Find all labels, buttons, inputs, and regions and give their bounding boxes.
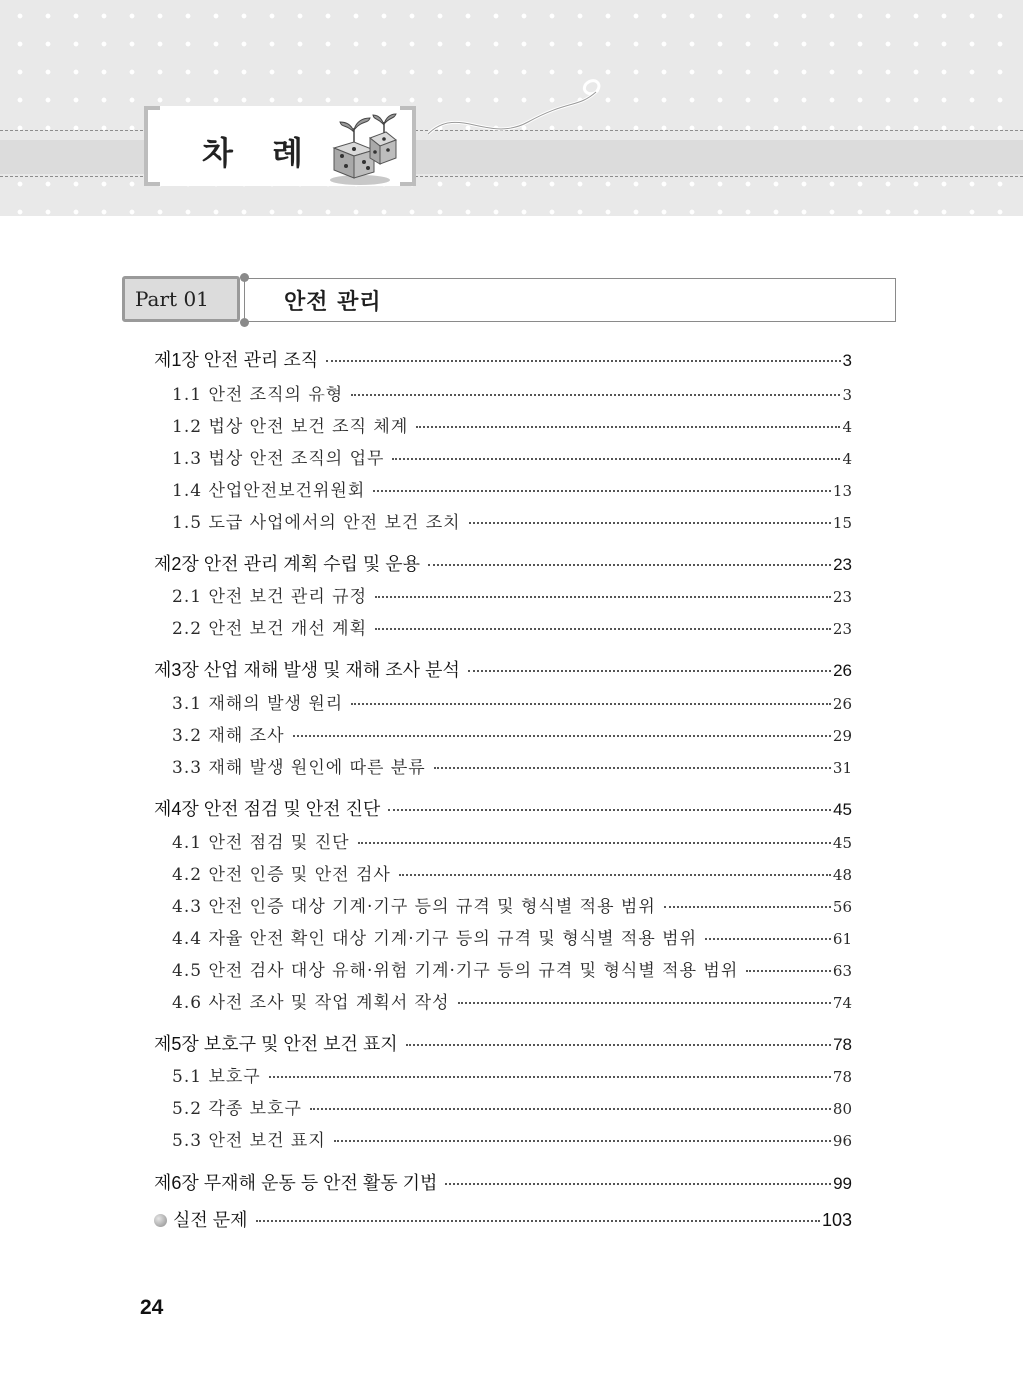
toc-label: 3.2 재해 조사	[172, 726, 285, 746]
toc-label: 제1장 안전 관리 조직	[154, 350, 319, 370]
toc-page-number: 15	[832, 514, 852, 532]
toc-page-number: 3	[842, 351, 852, 370]
toc-page-number: 99	[833, 1174, 852, 1193]
dot-leader	[351, 394, 840, 396]
toc-page-number: 78	[832, 1068, 852, 1086]
part-tab-label: Part 01	[122, 276, 240, 322]
toc-label: 실전 문제	[173, 1210, 248, 1230]
toc-section[interactable]	[172, 956, 852, 981]
toc-page-number: 26	[833, 661, 852, 680]
dot-leader	[445, 1183, 831, 1185]
toc-page-number: 61	[832, 930, 852, 948]
toc-page-number: 13	[832, 482, 852, 500]
toc-page-number: 56	[832, 898, 852, 916]
toc-label: 3.3 재해 발생 원인에 따른 분류	[172, 758, 426, 778]
bullet-icon	[154, 1214, 167, 1227]
dot-leader	[434, 767, 831, 769]
toc-page-number: 80	[832, 1100, 852, 1118]
toc-section[interactable]	[172, 860, 852, 885]
dot-leader	[406, 1044, 831, 1046]
toc-section[interactable]	[172, 508, 852, 533]
toc-page-number: 23	[833, 555, 852, 574]
toc-label: 2.2 안전 보건 개선 계획	[172, 619, 368, 639]
right-bracket	[400, 106, 416, 186]
part-heading	[122, 276, 896, 324]
toc-label: 제2장 안전 관리 계획 수립 및 운용	[154, 554, 421, 574]
dot-leader	[326, 360, 840, 362]
toc-label: 2.1 안전 보건 관리 규정	[172, 587, 368, 607]
toc-label: 제5장 보호구 및 안전 보건 표지	[154, 1034, 398, 1054]
toc-label: 3.1 재해의 발생 원리	[172, 694, 344, 714]
part-dot-bottom	[240, 318, 249, 327]
toc-chapter[interactable]	[154, 1030, 852, 1056]
toc-label: 제6장 무재해 운동 등 안전 활동 기법	[154, 1173, 438, 1193]
dot-leader	[416, 426, 840, 428]
dot-leader	[458, 1002, 831, 1004]
toc-label: 1.1 안전 조직의 유형	[172, 385, 344, 405]
toc-page-number: 96	[832, 1132, 852, 1150]
dice-sprout-icon	[324, 112, 400, 186]
toc-label: 1.3 법상 안전 조직의 업무	[172, 449, 385, 469]
toc-label: 5.3 안전 보건 표지	[172, 1131, 326, 1151]
toc-chapter[interactable]	[154, 550, 852, 576]
toc-page-number: 3	[842, 386, 852, 404]
toc-practice-problems[interactable]	[154, 1206, 852, 1232]
dot-leader	[375, 596, 831, 598]
dot-leader	[388, 809, 831, 811]
toc-section[interactable]	[172, 721, 852, 746]
toc-section[interactable]	[172, 1062, 852, 1087]
toc-page-number: 31	[832, 759, 852, 777]
toc-section[interactable]	[172, 614, 852, 639]
dot-leader	[705, 938, 831, 940]
toc-page-number: 4	[842, 418, 852, 436]
toc-label: 4.5 안전 검사 대상 유해·위험 기계·기구 등의 규격 및 형식별 적용 범위	[172, 961, 739, 981]
part-dot-top	[240, 273, 249, 282]
toc-page-number: 103	[821, 1210, 852, 1230]
toc-section[interactable]	[172, 753, 852, 778]
toc-page-number: 78	[833, 1035, 852, 1054]
toc-section[interactable]	[172, 892, 852, 917]
dot-leader	[468, 670, 831, 672]
dot-leader	[664, 906, 831, 908]
page-number: 24	[140, 1296, 164, 1319]
dot-leader	[392, 458, 840, 460]
dot-leader	[351, 703, 831, 705]
dot-leader	[334, 1140, 831, 1142]
dot-leader	[373, 490, 831, 492]
dot-leader	[293, 735, 831, 737]
toc-section[interactable]	[172, 924, 852, 949]
dot-leader	[310, 1108, 831, 1110]
dot-leader	[469, 522, 831, 524]
toc-section[interactable]	[172, 1094, 852, 1119]
toc-page-number: 23	[832, 620, 852, 638]
toc-label: 1.2 법상 안전 보건 조직 체계	[172, 417, 409, 437]
toc-page-number: 48	[832, 866, 852, 884]
toc-label: 1.4 산업안전보건위원회	[172, 481, 366, 501]
toc-page-number: 45	[832, 834, 852, 852]
toc-page-number: 63	[832, 962, 852, 980]
page-title: 차 례	[202, 134, 317, 172]
toc-page-number: 23	[832, 588, 852, 606]
toc-label: 4.1 안전 점검 및 진단	[172, 833, 350, 853]
toc-section[interactable]	[172, 1126, 852, 1151]
swirl-ornament	[418, 74, 618, 154]
toc-section[interactable]	[172, 988, 852, 1013]
left-bracket	[144, 106, 160, 186]
dot-leader	[256, 1220, 820, 1222]
toc-label: 5.1 보호구	[172, 1067, 261, 1087]
toc-page-number: 45	[833, 800, 852, 819]
toc-page-number: 74	[832, 994, 852, 1012]
toc-label: 4.4 자율 안전 확인 대상 기계·기구 등의 규격 및 형식별 적용 범위	[172, 929, 698, 949]
toc-chapter[interactable]	[154, 346, 852, 372]
toc-section[interactable]	[172, 689, 852, 714]
title-bracket-box	[144, 106, 416, 186]
part-title: 안전 관리	[244, 278, 896, 322]
toc-chapter[interactable]	[154, 1169, 852, 1195]
toc-page-number: 26	[832, 695, 852, 713]
toc-chapter[interactable]	[154, 656, 852, 682]
toc-label: 4.2 안전 인증 및 안전 검사	[172, 865, 391, 885]
toc-section[interactable]	[172, 828, 852, 853]
dot-leader	[269, 1076, 831, 1078]
dot-leader	[375, 628, 831, 630]
dot-leader	[358, 842, 831, 844]
toc-label: 제4장 안전 점검 및 안전 진단	[154, 799, 381, 819]
part-divider	[244, 280, 245, 320]
dot-leader	[746, 970, 831, 972]
toc-page-number: 29	[832, 727, 852, 745]
toc-section[interactable]	[172, 476, 852, 501]
toc-label: 4.6 사전 조사 및 작업 계획서 작성	[172, 993, 450, 1013]
toc-page-number: 4	[842, 450, 852, 468]
toc-label: 1.5 도급 사업에서의 안전 보건 조치	[172, 513, 461, 533]
toc-label: 제3장 산업 재해 발생 및 재해 조사 분석	[154, 660, 460, 680]
toc-chapter[interactable]	[154, 795, 852, 821]
toc-section[interactable]	[172, 582, 852, 607]
toc-section[interactable]	[172, 444, 852, 469]
dot-leader	[399, 874, 831, 876]
toc-label: 5.2 각종 보호구	[172, 1099, 302, 1119]
toc-label: 4.3 안전 인증 대상 기계·기구 등의 규격 및 형식별 적용 범위	[172, 897, 656, 917]
toc-section[interactable]	[172, 380, 852, 405]
toc-section[interactable]	[172, 412, 852, 437]
dot-leader	[428, 564, 831, 566]
